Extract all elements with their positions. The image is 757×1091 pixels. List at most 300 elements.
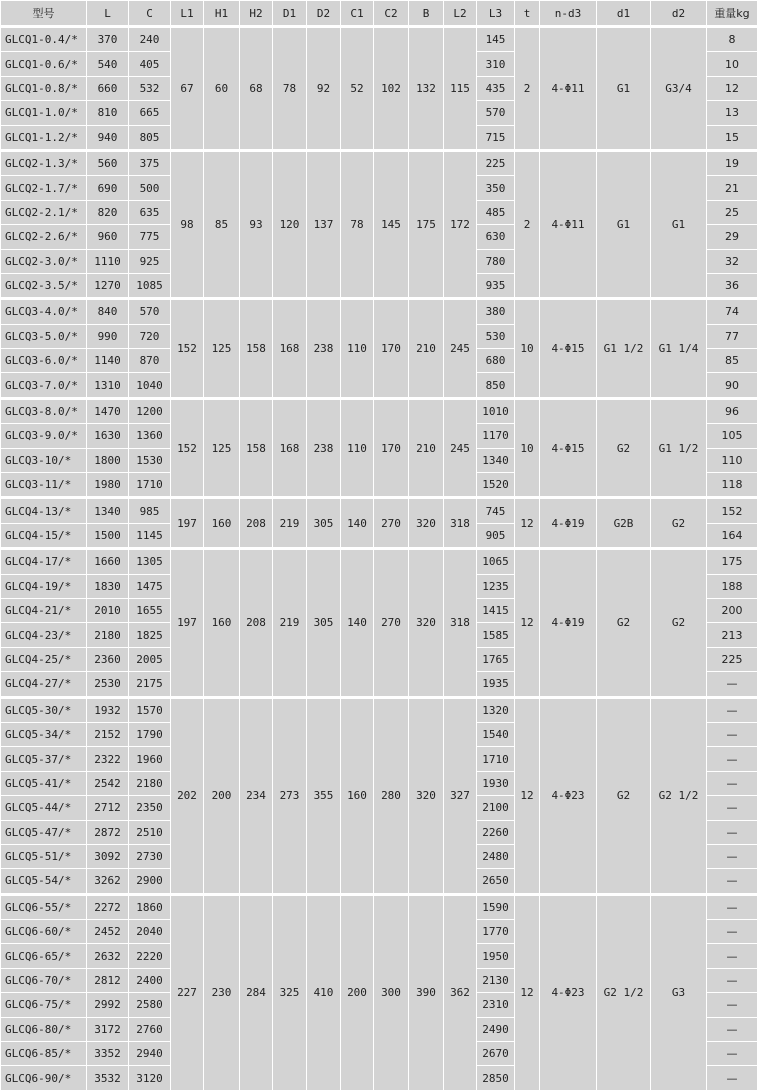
l3-cell: 2100 (477, 796, 515, 820)
weight-cell: 90 (707, 373, 757, 398)
d1-thread-cell: G2B (597, 498, 651, 549)
c-cell: 405 (129, 52, 171, 76)
d2-cell: 92 (307, 27, 341, 151)
l-cell: 1270 (87, 273, 129, 298)
l3-cell: 745 (477, 498, 515, 523)
c-cell: 1475 (129, 574, 171, 598)
d1-cell: 120 (273, 150, 307, 298)
d2-cell: 305 (307, 498, 341, 549)
l1-cell: 202 (171, 697, 204, 894)
c-cell: 1790 (129, 722, 171, 746)
d1-thread-cell: G2 1/2 (597, 894, 651, 1090)
model-cell: GLCQ3-8.0/* (1, 398, 87, 423)
l-cell: 1470 (87, 398, 129, 423)
l-cell: 990 (87, 324, 129, 348)
b-cell: 132 (409, 27, 444, 151)
weight-cell: — (707, 1066, 757, 1090)
l1-cell: 227 (171, 894, 204, 1090)
b-cell: 320 (409, 697, 444, 894)
column-header: L3 (477, 1, 515, 27)
l-cell: 3352 (87, 1042, 129, 1066)
l3-cell: 1520 (477, 473, 515, 498)
c-cell: 1860 (129, 894, 171, 919)
l1-cell: 152 (171, 398, 204, 498)
c1-cell: 200 (341, 894, 374, 1090)
model-cell: GLCQ2-1.3/* (1, 150, 87, 175)
c-cell: 1145 (129, 523, 171, 548)
table-row (1, 398, 757, 423)
column-header: L (87, 1, 129, 27)
h2-cell: 234 (240, 697, 273, 894)
l-cell: 2010 (87, 598, 129, 622)
weight-cell: 29 (707, 225, 757, 249)
weight-cell: 105 (707, 424, 757, 448)
model-cell: GLCQ3-10/* (1, 448, 87, 472)
c-cell: 1085 (129, 273, 171, 298)
d1-thread-cell: G2 (597, 398, 651, 498)
l3-cell: 1540 (477, 722, 515, 746)
c-cell: 1655 (129, 598, 171, 622)
model-cell: GLCQ5-44/* (1, 796, 87, 820)
h2-cell: 208 (240, 498, 273, 549)
h1-cell: 160 (204, 549, 240, 697)
c-cell: 720 (129, 324, 171, 348)
model-cell: GLCQ3-7.0/* (1, 373, 87, 398)
c1-cell: 110 (341, 299, 374, 399)
model-cell: GLCQ1-1.2/* (1, 125, 87, 150)
b-cell: 210 (409, 398, 444, 498)
weight-cell: 110 (707, 448, 757, 472)
c1-cell: 110 (341, 398, 374, 498)
column-header: C2 (374, 1, 409, 27)
t-cell: 10 (515, 398, 540, 498)
weight-cell: 200 (707, 598, 757, 622)
column-header: H1 (204, 1, 240, 27)
c-cell: 870 (129, 349, 171, 373)
d2-cell: 355 (307, 697, 341, 894)
column-header: B (409, 1, 444, 27)
column-header: L1 (171, 1, 204, 27)
weight-cell: 225 (707, 647, 757, 671)
d1-thread-cell: G1 (597, 150, 651, 298)
c-cell: 2005 (129, 647, 171, 671)
d2-thread-cell: G2 1/2 (651, 697, 707, 894)
l3-cell: 2260 (477, 820, 515, 844)
column-header: 重量kg (707, 1, 757, 27)
header-row (1, 1, 757, 27)
d2-cell: 238 (307, 398, 341, 498)
table-row (1, 150, 757, 175)
model-cell: GLCQ6-85/* (1, 1042, 87, 1066)
c2-cell: 270 (374, 498, 409, 549)
model-cell: GLCQ1-0.4/* (1, 27, 87, 52)
weight-cell: 15 (707, 125, 757, 150)
n-d3-cell: 4-Φ19 (540, 498, 597, 549)
weight-cell: — (707, 869, 757, 894)
t-cell: 12 (515, 549, 540, 697)
l3-cell: 2650 (477, 869, 515, 894)
model-cell: GLCQ5-30/* (1, 697, 87, 722)
l1-cell: 152 (171, 299, 204, 399)
table-header (1, 1, 757, 27)
l3-cell: 570 (477, 101, 515, 125)
l3-cell: 1930 (477, 771, 515, 795)
c1-cell: 140 (341, 498, 374, 549)
d1-cell: 273 (273, 697, 307, 894)
h2-cell: 93 (240, 150, 273, 298)
c2-cell: 270 (374, 549, 409, 697)
h1-cell: 125 (204, 398, 240, 498)
weight-cell: — (707, 747, 757, 771)
column-header: L2 (444, 1, 477, 27)
l-cell: 820 (87, 200, 129, 224)
l3-cell: 1010 (477, 398, 515, 423)
weight-cell: — (707, 993, 757, 1017)
d2-thread-cell: G2 (651, 498, 707, 549)
weight-cell: 213 (707, 623, 757, 647)
h1-cell: 60 (204, 27, 240, 151)
l-cell: 1800 (87, 448, 129, 472)
model-cell: GLCQ6-65/* (1, 944, 87, 968)
c2-cell: 300 (374, 894, 409, 1090)
l2-cell: 318 (444, 549, 477, 697)
c-cell: 1570 (129, 697, 171, 722)
c-cell: 665 (129, 101, 171, 125)
c-cell: 1825 (129, 623, 171, 647)
l-cell: 1830 (87, 574, 129, 598)
l-cell: 660 (87, 76, 129, 100)
d1-thread-cell: G1 (597, 27, 651, 151)
model-cell: GLCQ5-34/* (1, 722, 87, 746)
n-d3-cell: 4-Φ11 (540, 27, 597, 151)
h2-cell: 208 (240, 549, 273, 697)
c1-cell: 160 (341, 697, 374, 894)
d2-thread-cell: G1 (651, 150, 707, 298)
model-cell: GLCQ4-15/* (1, 523, 87, 548)
c1-cell: 52 (341, 27, 374, 151)
l-cell: 2452 (87, 920, 129, 944)
d2-cell: 305 (307, 549, 341, 697)
d1-cell: 168 (273, 299, 307, 399)
column-header: D1 (273, 1, 307, 27)
model-cell: GLCQ3-9.0/* (1, 424, 87, 448)
model-cell: GLCQ4-13/* (1, 498, 87, 523)
l1-cell: 67 (171, 27, 204, 151)
c-cell: 2580 (129, 993, 171, 1017)
model-cell: GLCQ5-54/* (1, 869, 87, 894)
c2-cell: 280 (374, 697, 409, 894)
model-cell: GLCQ2-3.0/* (1, 249, 87, 273)
l3-cell: 1585 (477, 623, 515, 647)
t-cell: 2 (515, 150, 540, 298)
model-cell: GLCQ2-2.6/* (1, 225, 87, 249)
t-cell: 12 (515, 894, 540, 1090)
l3-cell: 1415 (477, 598, 515, 622)
b-cell: 320 (409, 498, 444, 549)
l-cell: 2812 (87, 968, 129, 992)
l1-cell: 98 (171, 150, 204, 298)
l-cell: 2152 (87, 722, 129, 746)
c-cell: 1360 (129, 424, 171, 448)
l-cell: 2272 (87, 894, 129, 919)
h2-cell: 68 (240, 27, 273, 151)
model-cell: GLCQ5-37/* (1, 747, 87, 771)
l3-cell: 530 (477, 324, 515, 348)
t-cell: 12 (515, 498, 540, 549)
d2-thread-cell: G3/4 (651, 27, 707, 151)
l3-cell: 1950 (477, 944, 515, 968)
l-cell: 690 (87, 176, 129, 200)
l-cell: 2360 (87, 647, 129, 671)
weight-cell: 10 (707, 52, 757, 76)
c-cell: 775 (129, 225, 171, 249)
model-cell: GLCQ6-55/* (1, 894, 87, 919)
l3-cell: 2850 (477, 1066, 515, 1090)
model-cell: GLCQ2-3.5/* (1, 273, 87, 298)
weight-cell: 74 (707, 299, 757, 324)
l3-cell: 1340 (477, 448, 515, 472)
column-header: d1 (597, 1, 651, 27)
d1-cell: 325 (273, 894, 307, 1090)
c-cell: 2350 (129, 796, 171, 820)
c-cell: 2220 (129, 944, 171, 968)
weight-cell: 21 (707, 176, 757, 200)
model-cell: GLCQ1-0.8/* (1, 76, 87, 100)
l-cell: 1110 (87, 249, 129, 273)
b-cell: 175 (409, 150, 444, 298)
d1-cell: 168 (273, 398, 307, 498)
l3-cell: 1065 (477, 549, 515, 574)
model-cell: GLCQ4-19/* (1, 574, 87, 598)
weight-cell: — (707, 844, 757, 868)
weight-cell: 188 (707, 574, 757, 598)
l1-cell: 197 (171, 498, 204, 549)
model-cell: GLCQ5-41/* (1, 771, 87, 795)
column-header: d2 (651, 1, 707, 27)
n-d3-cell: 4-Φ23 (540, 894, 597, 1090)
l2-cell: 362 (444, 894, 477, 1090)
l3-cell: 225 (477, 150, 515, 175)
c2-cell: 170 (374, 398, 409, 498)
h2-cell: 158 (240, 299, 273, 399)
l3-cell: 310 (477, 52, 515, 76)
l-cell: 2322 (87, 747, 129, 771)
l2-cell: 245 (444, 398, 477, 498)
l3-cell: 850 (477, 373, 515, 398)
c-cell: 375 (129, 150, 171, 175)
c-cell: 2510 (129, 820, 171, 844)
c-cell: 985 (129, 498, 171, 523)
h2-cell: 284 (240, 894, 273, 1090)
c-cell: 3120 (129, 1066, 171, 1090)
l-cell: 1500 (87, 523, 129, 548)
b-cell: 390 (409, 894, 444, 1090)
l-cell: 840 (87, 299, 129, 324)
l-cell: 1340 (87, 498, 129, 523)
model-cell: GLCQ6-90/* (1, 1066, 87, 1090)
h2-cell: 158 (240, 398, 273, 498)
d2-thread-cell: G2 (651, 549, 707, 697)
l-cell: 1980 (87, 473, 129, 498)
l3-cell: 380 (477, 299, 515, 324)
l3-cell: 1710 (477, 747, 515, 771)
h1-cell: 125 (204, 299, 240, 399)
c2-cell: 145 (374, 150, 409, 298)
l3-cell: 715 (477, 125, 515, 150)
n-d3-cell: 4-Φ23 (540, 697, 597, 894)
weight-cell: 175 (707, 549, 757, 574)
weight-cell: 164 (707, 523, 757, 548)
weight-cell: — (707, 968, 757, 992)
weight-cell: — (707, 1042, 757, 1066)
l-cell: 3532 (87, 1066, 129, 1090)
n-d3-cell: 4-Φ15 (540, 398, 597, 498)
table-body (1, 27, 757, 1091)
l3-cell: 780 (477, 249, 515, 273)
model-cell: GLCQ3-5.0/* (1, 324, 87, 348)
table-row (1, 549, 757, 574)
weight-cell: — (707, 697, 757, 722)
d1-cell: 219 (273, 498, 307, 549)
model-cell: GLCQ1-1.0/* (1, 101, 87, 125)
l-cell: 1310 (87, 373, 129, 398)
c-cell: 2900 (129, 869, 171, 894)
l-cell: 2632 (87, 944, 129, 968)
c-cell: 2040 (129, 920, 171, 944)
column-header: 型号 (1, 1, 87, 27)
column-header: C1 (341, 1, 374, 27)
c-cell: 925 (129, 249, 171, 273)
weight-cell: — (707, 944, 757, 968)
c-cell: 240 (129, 27, 171, 52)
l3-cell: 1320 (477, 697, 515, 722)
l3-cell: 1235 (477, 574, 515, 598)
d2-thread-cell: G3 (651, 894, 707, 1090)
model-cell: GLCQ6-60/* (1, 920, 87, 944)
c-cell: 2175 (129, 672, 171, 697)
model-cell: GLCQ6-70/* (1, 968, 87, 992)
c-cell: 1960 (129, 747, 171, 771)
l-cell: 1660 (87, 549, 129, 574)
model-cell: GLCQ4-23/* (1, 623, 87, 647)
model-cell: GLCQ3-4.0/* (1, 299, 87, 324)
l2-cell: 318 (444, 498, 477, 549)
l-cell: 540 (87, 52, 129, 76)
model-cell: GLCQ5-51/* (1, 844, 87, 868)
l3-cell: 935 (477, 273, 515, 298)
d1-cell: 78 (273, 27, 307, 151)
d2-cell: 137 (307, 150, 341, 298)
table-row (1, 27, 757, 52)
d1-cell: 219 (273, 549, 307, 697)
d2-thread-cell: G1 1/4 (651, 299, 707, 399)
l3-cell: 1765 (477, 647, 515, 671)
l3-cell: 2480 (477, 844, 515, 868)
model-cell: GLCQ4-27/* (1, 672, 87, 697)
c-cell: 500 (129, 176, 171, 200)
c-cell: 1305 (129, 549, 171, 574)
column-header: H2 (240, 1, 273, 27)
weight-cell: — (707, 920, 757, 944)
c-cell: 2180 (129, 771, 171, 795)
c-cell: 1040 (129, 373, 171, 398)
c-cell: 2940 (129, 1042, 171, 1066)
weight-cell: — (707, 722, 757, 746)
d2-thread-cell: G1 1/2 (651, 398, 707, 498)
n-d3-cell: 4-Φ19 (540, 549, 597, 697)
b-cell: 210 (409, 299, 444, 399)
l-cell: 2712 (87, 796, 129, 820)
l3-cell: 680 (477, 349, 515, 373)
weight-cell: 96 (707, 398, 757, 423)
weight-cell: — (707, 771, 757, 795)
c-cell: 1530 (129, 448, 171, 472)
c-cell: 2730 (129, 844, 171, 868)
h1-cell: 200 (204, 697, 240, 894)
model-cell: GLCQ6-80/* (1, 1017, 87, 1041)
l3-cell: 145 (477, 27, 515, 52)
d1-thread-cell: G1 1/2 (597, 299, 651, 399)
weight-cell: — (707, 1017, 757, 1041)
weight-cell: 13 (707, 101, 757, 125)
table-row (1, 299, 757, 324)
l3-cell: 1590 (477, 894, 515, 919)
model-cell: GLCQ2-1.7/* (1, 176, 87, 200)
l3-cell: 630 (477, 225, 515, 249)
weight-cell: 36 (707, 273, 757, 298)
c-cell: 532 (129, 76, 171, 100)
h1-cell: 85 (204, 150, 240, 298)
l-cell: 370 (87, 27, 129, 52)
weight-cell: 32 (707, 249, 757, 273)
model-cell: GLCQ5-47/* (1, 820, 87, 844)
n-d3-cell: 4-Φ15 (540, 299, 597, 399)
l-cell: 2872 (87, 820, 129, 844)
h1-cell: 160 (204, 498, 240, 549)
l-cell: 3092 (87, 844, 129, 868)
l-cell: 2992 (87, 993, 129, 1017)
d1-thread-cell: G2 (597, 697, 651, 894)
c2-cell: 170 (374, 299, 409, 399)
c-cell: 2400 (129, 968, 171, 992)
l-cell: 1140 (87, 349, 129, 373)
c2-cell: 102 (374, 27, 409, 151)
column-header: t (515, 1, 540, 27)
l3-cell: 350 (477, 176, 515, 200)
l3-cell: 2490 (477, 1017, 515, 1041)
weight-cell: — (707, 672, 757, 697)
c-cell: 1710 (129, 473, 171, 498)
l3-cell: 1770 (477, 920, 515, 944)
weight-cell: 118 (707, 473, 757, 498)
b-cell: 320 (409, 549, 444, 697)
l-cell: 2542 (87, 771, 129, 795)
weight-cell: — (707, 796, 757, 820)
l-cell: 1932 (87, 697, 129, 722)
l-cell: 1630 (87, 424, 129, 448)
weight-cell: 152 (707, 498, 757, 523)
column-header: n-d3 (540, 1, 597, 27)
t-cell: 10 (515, 299, 540, 399)
c-cell: 1200 (129, 398, 171, 423)
weight-cell: — (707, 894, 757, 919)
l3-cell: 2670 (477, 1042, 515, 1066)
column-header: C (129, 1, 171, 27)
l-cell: 3172 (87, 1017, 129, 1041)
l3-cell: 1170 (477, 424, 515, 448)
c-cell: 570 (129, 299, 171, 324)
model-cell: GLCQ4-21/* (1, 598, 87, 622)
